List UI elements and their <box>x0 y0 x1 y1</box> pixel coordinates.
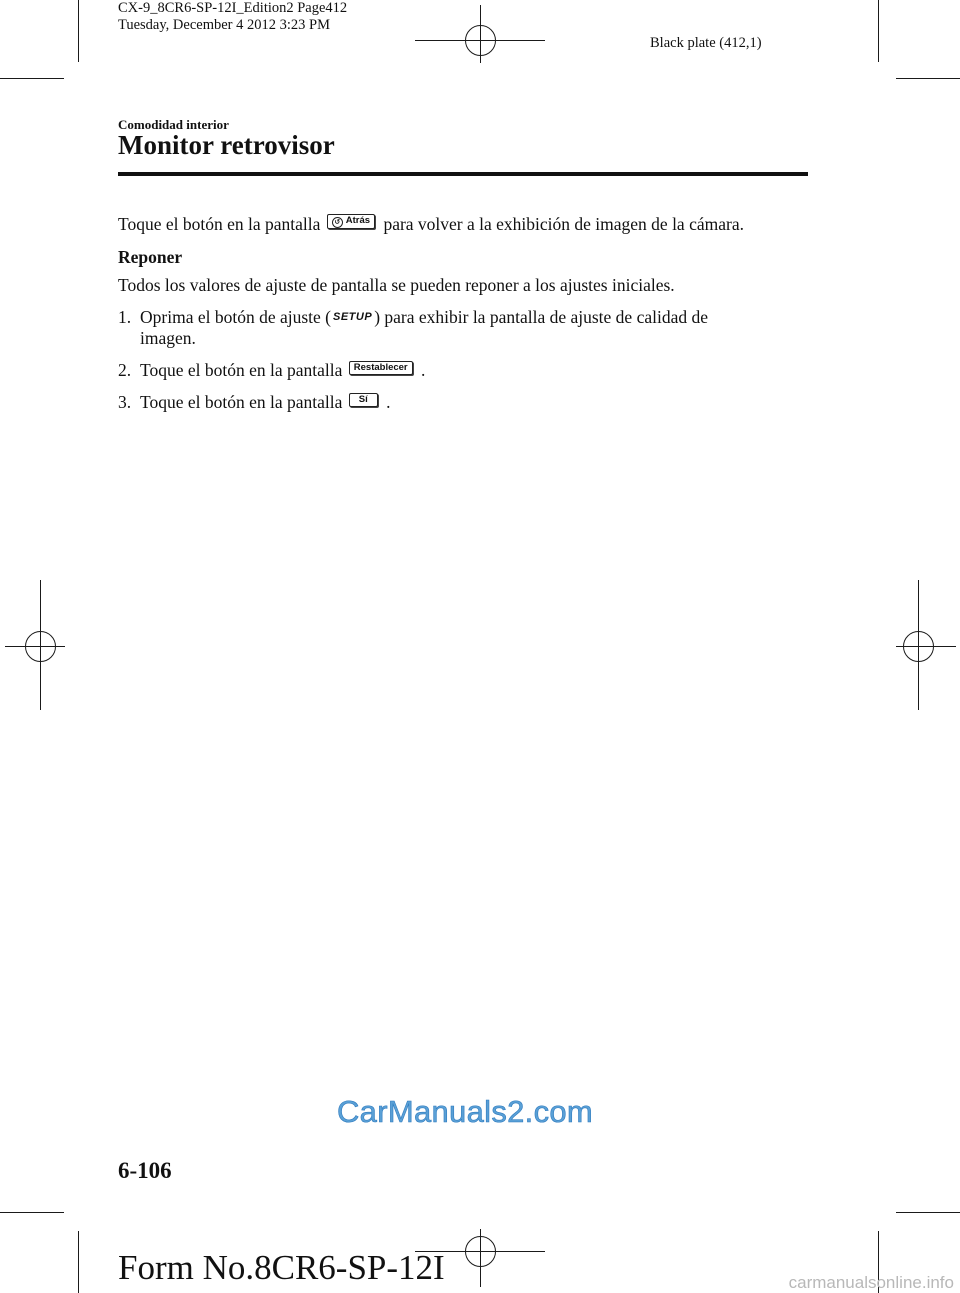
print-header-line1: CX-9_8CR6-SP-12I_Edition2 Page412 <box>118 0 348 16</box>
step-1-continued: imagen. <box>140 328 196 348</box>
watermark-logo: CarManuals2.com <box>337 1094 594 1129</box>
paragraph-reset: Todos los valores de ajuste de pantalla se pueden reponer a los ajustes iniciales. <box>118 275 675 295</box>
print-header <box>118 0 347 34</box>
section-label: Comodidad interior <box>118 117 229 132</box>
print-header-line2: Tuesday, December 4 2012 3:23 PM <box>118 17 330 33</box>
page-title: Monitor retrovisor <box>118 130 335 160</box>
title-rule <box>118 172 808 176</box>
plate-label: Black plate (412,1) <box>650 35 762 51</box>
restablecer-button: Restablecer <box>349 361 413 375</box>
step-2: 2. Toque el botón en la pantalla Restablecer . <box>118 360 426 380</box>
paragraph-back: Toque el botón en la pantalla ↺ Atrás para volver a la exhibición de imagen de la cámara. <box>118 214 744 234</box>
atras-button: ↺ Atrás <box>327 214 375 229</box>
step-1: 1. Oprima el botón de ajuste ( SETUP ) para exhibir la pantalla de ajuste de calidad de <box>118 307 708 327</box>
heading-reponer: Reponer <box>118 247 183 267</box>
setup-icon: SETUP <box>333 310 373 323</box>
si-button: Sí <box>349 393 378 407</box>
source-watermark: carmanualsonline.info <box>788 1273 954 1292</box>
back-arrow-icon: ↺ <box>332 217 343 228</box>
step-3: 3. Toque el botón en la pantalla Sí . <box>118 392 391 412</box>
form-number: Form No.8CR6-SP-12I <box>118 1248 445 1287</box>
page-number: 6-106 <box>118 1158 172 1183</box>
